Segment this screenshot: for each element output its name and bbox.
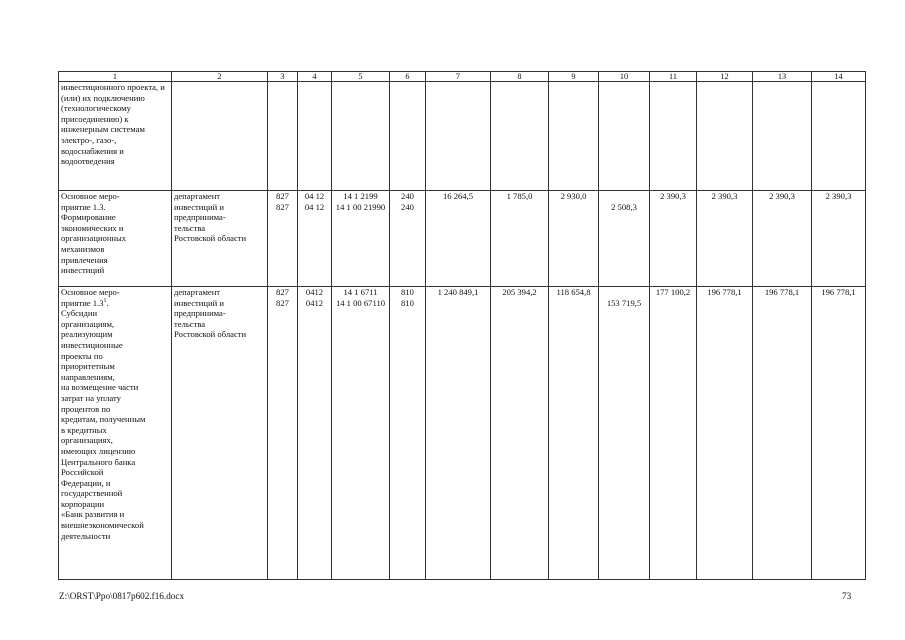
rzpr-code: 0412 — [305, 287, 324, 297]
measure-name-line: реализующим — [61, 329, 113, 340]
col-header-5: 5 — [332, 72, 390, 82]
value-col-11: 2 390,3 — [650, 191, 697, 287]
executor-line: департамент — [174, 191, 221, 201]
measure-name-line: процентов по — [61, 403, 111, 414]
vr-code: 240 — [401, 191, 414, 201]
measure-name-line: экономических и — [61, 222, 124, 233]
col-header-10: 10 — [599, 72, 650, 82]
value-col-8: 1 785,0 — [491, 191, 549, 287]
measure-name-cell — [59, 191, 172, 287]
col-header-14: 14 — [812, 72, 866, 82]
col-header-1: 1 — [59, 72, 172, 82]
value-col-8: 205 394,2 — [491, 287, 549, 580]
csr-code: 14 1 6711 — [343, 287, 378, 297]
measure-name-line: Формирование — [61, 212, 116, 223]
executor-line: тельства — [174, 222, 206, 233]
csr-code: 14 1 2199 — [343, 191, 378, 201]
executor-line: инвестиций и — [174, 297, 224, 308]
grbs-code: 827 — [276, 201, 289, 212]
measure-name-cell — [59, 287, 172, 580]
value-col-13: 2 390,3 — [753, 191, 812, 287]
grbs-code: 827 — [276, 191, 289, 201]
value-col-10 — [599, 287, 650, 580]
measure-name-line: приоритетным — [61, 361, 115, 372]
value-col-13: 196 778,1 — [753, 287, 812, 580]
measure-name-line: внешнеэкономической — [61, 520, 144, 531]
grbs-cell — [268, 191, 298, 287]
executor-line: Ростовской области — [174, 329, 247, 340]
rzpr-cell — [298, 191, 332, 287]
value-col-7: 16 264,5 — [426, 191, 491, 287]
measure-name-line: на возмещение части — [61, 382, 139, 393]
value-col-10-text: 153 719,5 — [606, 298, 642, 308]
measure-name-line: «Банк развития и — [61, 509, 125, 520]
value-col-14: 196 778,1 — [812, 287, 866, 580]
col-header-2: 2 — [172, 72, 268, 82]
executor-line: тельства — [174, 318, 206, 329]
csr-code: 14 1 00 67110 — [335, 297, 386, 308]
csr-cell — [332, 191, 390, 287]
column-number-row — [59, 72, 866, 82]
measure-name-line: Центрального банка — [61, 456, 136, 467]
vr-cell — [390, 191, 426, 287]
measure-name-line: Основное меро- — [61, 287, 120, 297]
value-col-12: 2 390,3 — [697, 191, 753, 287]
col-header-8: 8 — [491, 72, 549, 82]
value-col-10-text: 2 508,3 — [611, 202, 637, 212]
measure-name-line: деятельности — [61, 530, 111, 541]
value-col-14: 2 390,3 — [812, 191, 866, 287]
value-col-9: 2 930,0 — [549, 191, 599, 287]
vr-cell — [390, 287, 426, 580]
measure-name-line: организациям, — [61, 318, 115, 329]
table-row-measure-1-3 — [59, 191, 866, 287]
value-col-7: 1 240 849,1 — [426, 287, 491, 580]
value-col-12: 196 778,1 — [697, 287, 753, 580]
rzpr-code: 04 12 — [304, 191, 325, 201]
col-header-13: 13 — [753, 72, 812, 82]
measure-name-line: приятие 1.3. — [61, 201, 106, 212]
program-table — [58, 71, 866, 580]
executor-line: Ростовской области — [174, 233, 247, 244]
executor-line: инвестиций и — [174, 201, 224, 212]
executor-line: департамент — [174, 287, 221, 297]
file-path-footer: Z:\ORST\Ppo\0817p602.f16.docx — [59, 591, 185, 601]
measure-name-line: Российской — [61, 467, 104, 478]
col-header-9: 9 — [549, 72, 599, 82]
value-col-9: 118 654,8 — [549, 287, 599, 580]
measure-name-line: приятие $1.3^1$. — [61, 297, 109, 308]
measure-name-line: организациях, — [61, 435, 113, 446]
vr-code: 240 — [401, 201, 414, 212]
measure-name-line: имеющих лицензию — [61, 445, 136, 456]
measure-name-line: Субсидии — [61, 308, 98, 319]
measure-name-line: корпорации — [61, 498, 105, 509]
rzpr-cell — [298, 287, 332, 580]
measure-name-line: направлениям, — [61, 371, 115, 382]
measure-name-line: Федерации, и — [61, 477, 111, 488]
measure-name-cell: инвестиционного проекта, и (или) их подключению (технологическому присоединению) к инженерным системам электро-, газо-, водоснабжения и водоотведения — [59, 82, 172, 191]
csr-code: 14 1 00 21990 — [335, 201, 386, 212]
col-header-4: 4 — [298, 72, 332, 82]
grbs-cell — [268, 287, 298, 580]
measure-name-line: организационных — [61, 233, 127, 244]
col-header-11: 11 — [650, 72, 697, 82]
page-number: 73 — [842, 591, 852, 601]
measure-name-line: кредитам, полученным — [61, 414, 146, 425]
measure-name-line: государственной — [61, 488, 123, 499]
measure-name-line: инвестиций — [61, 265, 105, 276]
rzpr-code: 0412 — [305, 297, 324, 308]
measure-name-line: в кредитных — [61, 424, 107, 435]
rzpr-code: 04 12 — [304, 201, 325, 212]
col-header-3: 3 — [268, 72, 298, 82]
grbs-code: 827 — [276, 297, 289, 308]
executor-line: предпринима- — [174, 308, 226, 319]
vr-code: 810 — [401, 287, 414, 297]
col-header-12: 12 — [697, 72, 753, 82]
col-header-6: 6 — [390, 72, 426, 82]
measure-name-line: механизмов — [61, 243, 105, 254]
value-col-11: 177 100,2 — [650, 287, 697, 580]
measure-name-line: Основное меро- — [61, 191, 120, 201]
csr-cell — [332, 287, 390, 580]
vr-code: 810 — [401, 297, 414, 308]
measure-name-line: затрат на уплату — [61, 392, 121, 403]
measure-name-line: инвестиционные — [61, 339, 123, 350]
table-row-continuation — [59, 82, 866, 191]
measure-name-line: привлечения — [61, 254, 108, 265]
executor-line: предпринима- — [174, 212, 226, 223]
col-header-7: 7 — [426, 72, 491, 82]
table-row-measure-1-3-1 — [59, 287, 866, 580]
executor-cell — [172, 191, 268, 287]
measure-name-line: проекты по — [61, 350, 103, 361]
executor-cell — [172, 287, 268, 580]
grbs-code: 827 — [276, 287, 289, 297]
value-col-10 — [599, 191, 650, 287]
